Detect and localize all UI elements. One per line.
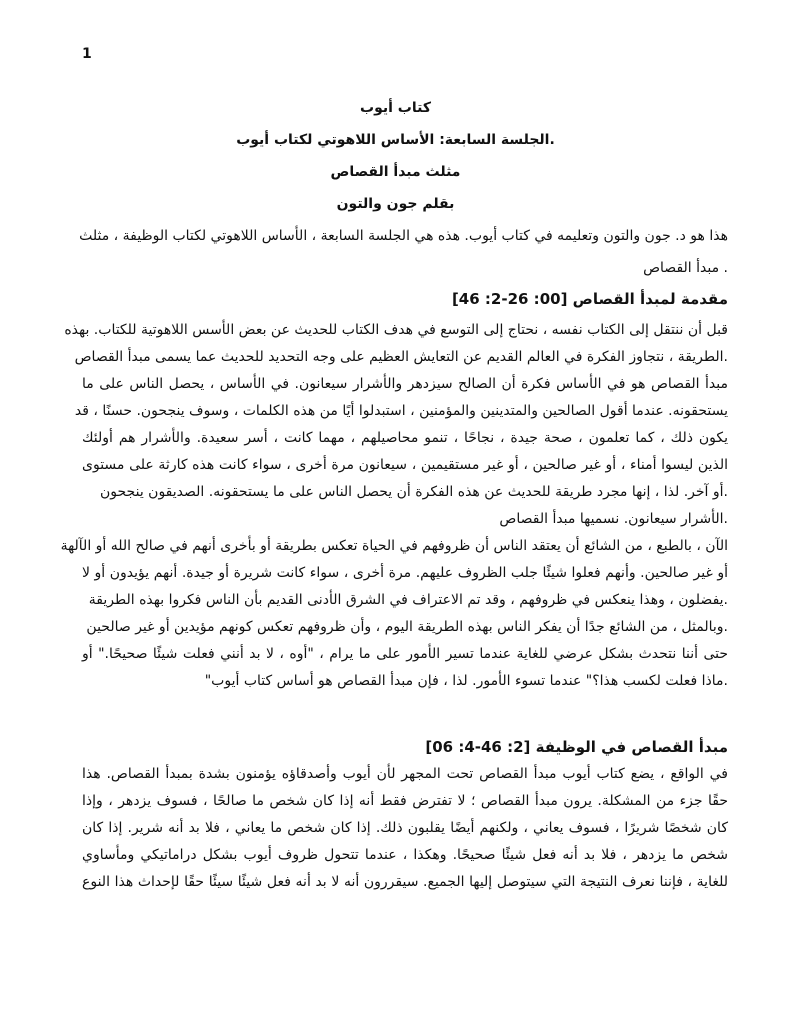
paragraph-line: للغاية ، فإننا نعرف النتيجة التي سيتوصل إليها الجميع. سيقررون أنه لا بد أنه فعل شيئًا سيئًا حقًا لإحداث هذا النوع [82, 874, 728, 890]
paragraph-line: قبل أن ننتقل إلى الكتاب نفسه ، نحتاج إلى التوسع في هدف الكتاب للحديث عن بعض الأسس اللاهوتية للكتاب. بهذه [64, 322, 728, 338]
paragraph-line: .الأشرار سيعانون. نسميها مبدأ القصاص [499, 511, 728, 527]
paragraph-line: .يفضلون ، وهذا ينعكس في ظروفهم ، وقد تم الاعتراف في الشرق الأدنى القديم بأن الناس فكروا بهذه الطريقة [88, 592, 728, 608]
lecture-title: مثلث مبدأ القصاص [330, 164, 461, 180]
paragraph-line: .أو آخر. لذا ، إنها مجرد طريقة للحديث عن هذه الفكرة أن يحصل الناس على ما يستحقونه. الصديقون ينجحون [100, 484, 728, 500]
paragraph-line: يستحقونه. عندما أقول الصالحين والمتدينين والمؤمنين ، استبدلوا أيًا من هذه الكلمات ، وسوف ينجحون. حسنًا ، قد [74, 403, 728, 419]
paragraph-line: .الطريقة ، نتجاوز الفكرة في العالم القديم عن التعايش العظيم على وجه التحديد للحديث عما يسمى مبدأ القصاص [74, 349, 728, 365]
page-number: 1 [82, 46, 92, 62]
book-title: كتاب أيوب [360, 100, 431, 116]
paragraph-line: في الواقع ، يضع كتاب أيوب مبدأ القصاص تحت المجهر لأن أيوب وأصدقاؤه يؤمنون بشدة بمبدأ القصاص. هذا [82, 766, 728, 782]
section-heading: مقدمة لمبدأ القصاص [00: 26-2: 46] [451, 290, 728, 308]
paragraph-line: مبدأ القصاص هو في الأساس فكرة أن الصالح سيزدهر والأشرار سيعانون. في الأساس ، يحصل الناس على ما [82, 376, 728, 392]
author-line: بقلم جون والتون [336, 196, 455, 212]
section-heading: مبدأ القصاص في الوظيفة [2: 46-4: 06] [425, 738, 728, 756]
paragraph-line: حقًا جزء من المشكلة. يرون مبدأ القصاص ؛ لا تفترض فقط أنه إذا كان شخص ما صالحًا ، فسوف يزدهر ، وإذا [82, 793, 728, 809]
paragraph-line: .وبالمثل ، من الشائع جدًا أن يفكر الناس بهذه الطريقة اليوم ، وأن ظروفهم تعكس كونهم مؤيدين أو غير صالحين [86, 619, 728, 635]
intro-line: . مبدأ القصاص [643, 260, 728, 276]
intro-line: هذا هو د. جون والتون وتعليمه في كتاب أيوب. هذه هي الجلسة السابعة ، الأساس اللاهوتي لكتاب الوظيفة ، مثلث [79, 228, 728, 244]
paragraph-line: حتى أننا نتحدث بشكل عرضي للغاية عندما تسير الأمور على ما يرام ، "أوه ، لا بد أنني فعلت شيئًا صحيحًا." أو [82, 646, 728, 662]
paragraph-line: الذين ليسوا أمناء ، أو غير صالحين ، أو غير مستقيمين ، سيعانون مرة أخرى ، سواء كانت هذه كارثة على مستوى [82, 457, 728, 473]
paragraph-line: أو غير صالحين. وأنهم فعلوا شيئًا جلب الظروف عليهم. مرة أخرى ، سواء كانت شريرة أو جيدة. أنهم يؤيدون أو لا [82, 565, 728, 581]
paragraph-line: يكون ذلك ، كما تعلمون ، صحة جيدة ، نجاحًا ، تنمو محاصيلهم ، مهما كانت ، أسر سعيدة. والأشرار هم أولئك [82, 430, 728, 446]
paragraph-line: كان شخصًا شريرًا ، فسوف يعاني ، ولكنهم أيضًا يقلبون ذلك. إذا كان شخص ما يعاني ، فلا بد أنه شرير. إذا كان [82, 820, 728, 836]
session-title: .الجلسة السابعة: الأساس اللاهوتي لكتاب أيوب [236, 132, 555, 148]
paragraph-line: شخص ما يزدهر ، فلا بد أنه فعل شيئًا صحيحًا. وهكذا ، عندما تتحول ظروف أيوب بشكل دراماتيكي ومأساوي [82, 847, 728, 863]
paragraph-line: .ماذا فعلت لكسب هذا؟" عندما تسوء الأمور. لذا ، فإن مبدأ القصاص هو أساس كتاب أيوب" [204, 673, 728, 689]
paragraph-line: الآن ، بالطبع ، من الشائع أن يعتقد الناس أن ظروفهم في الحياة تعكس بطريقة أو بأخرى أنهم في صالح الله أو الآلهة [60, 538, 728, 554]
